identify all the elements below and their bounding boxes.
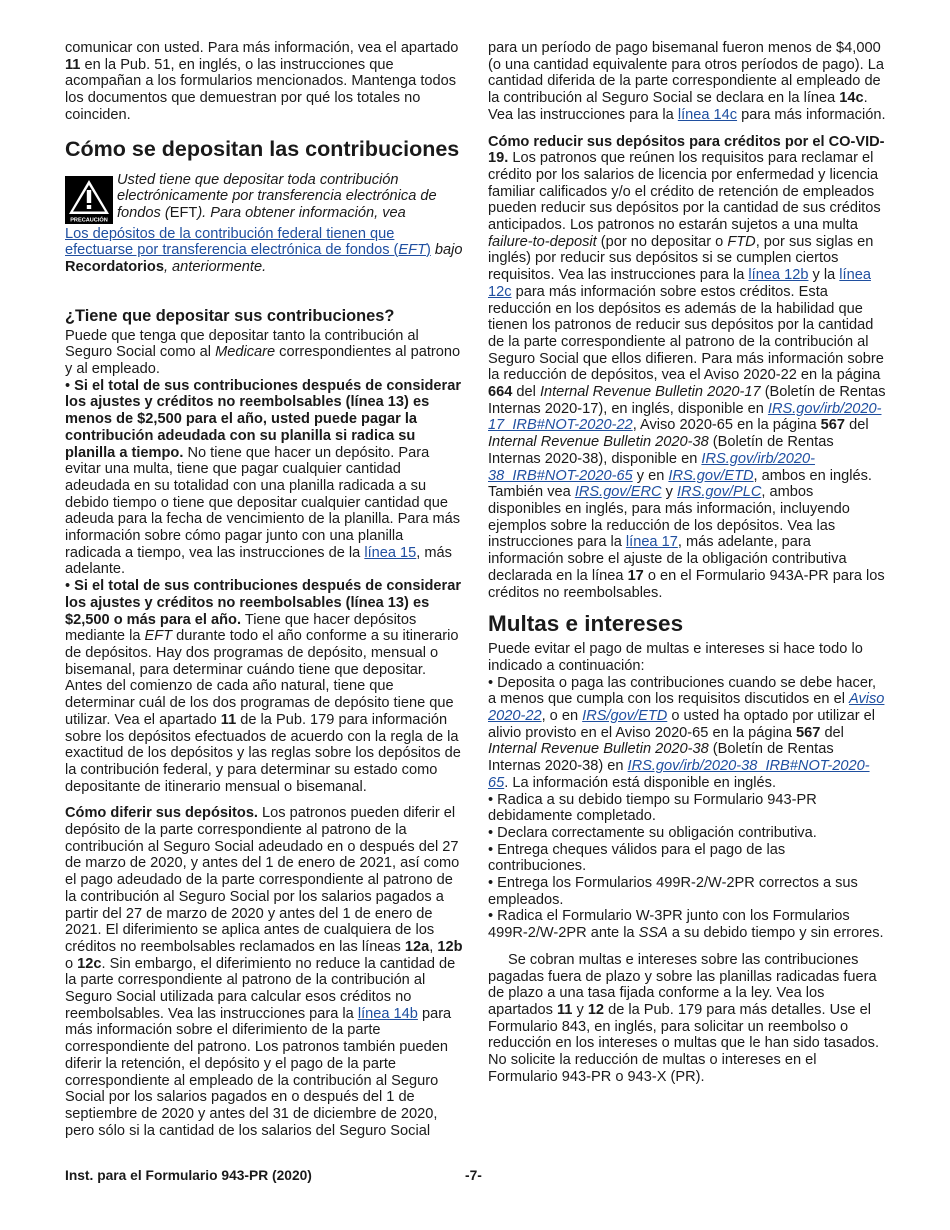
intro-paragraph (65, 40, 463, 124)
continuation-paragraph (488, 40, 886, 124)
reduce-text-2: (por no depositar o (596, 233, 728, 250)
reduce-text-5: (Boletín de Rentas Internas 2020-17), en inglés, disponible en (488, 384, 886, 417)
bullet2-text-1: Tiene que hacer depósitos mediante la (65, 611, 417, 645)
reduce-567: 567 (820, 417, 846, 434)
heading-tiene-que-depositar: ¿Tiene que depositar sus contribuciones? (65, 306, 395, 325)
link-depositos-text: Los depósitos de la contribución federal tienen que efectuarse por transferencia electrónica de fondos ( (65, 225, 399, 259)
caution-box (65, 172, 463, 224)
m6-ssa: SSA (638, 925, 668, 942)
reduce-ftd: FTD (727, 233, 756, 250)
link-irs-plc[interactable]: IRS.gov/PLC (677, 484, 762, 501)
bullet2-eft: EFT (144, 628, 173, 645)
link-linea-15[interactable]: línea 15 (364, 544, 417, 561)
reduce-text-9: , ambos disponibles en inglés, para más información, incluyendo ejemplos sobre la reducción de los depósitos. Vea las instrucciones para la (488, 484, 850, 551)
right-column (488, 40, 886, 1085)
intro-rest: en la Pub. 51, en inglés, o las instrucciones que acompañan a los formularios mencionados. Mantenga todos los documentos que demuestran por qué los totales no coinciden. (65, 56, 457, 123)
spacer (65, 795, 463, 805)
multas-bullet-3: • Declara correctamente su obligación contributiva. (488, 824, 817, 841)
heading-multas: Multas e intereses (488, 611, 684, 637)
cobran-12: 12 (587, 1001, 605, 1018)
cont-text-2: . Vea las instrucciones para la (488, 90, 868, 123)
reduce-text-4: para más información sobre estos créditos. Esta reducción en los depósitos es además de la habilidad que tienen los patronos de reducir sus depósitos por la cantidad de la parte correspondiente al patrono de la contribución al Seguro Social que ellos difieren. Para más información sobre la reducción de depósitos, vea el Aviso 2020-22 en la página (488, 283, 884, 384)
bullet2-bold: Si el total de sus contribuciones después de considerar los ajustes y créditos no reembolsables (línea 13) es $2,500 o más para el año. (65, 578, 462, 628)
bullet1-text: No tiene que hacer un depósito. Para evitar una multa, tiene que pagar cualquier cantidad adeudada en su totalidad con una planilla radicada a su debido tiempo o tiene que depositar cualquier cantidad que adeuda para la fecha de vencimiento de la planilla. Para más información sobre cómo pagar junto con una planilla radicada a tiempo, vea las instrucciones de la (65, 444, 461, 561)
caution-text (117, 172, 463, 222)
reduce-y-2: y (661, 484, 677, 501)
reduce-y: y la (808, 267, 840, 284)
reduce-17: 17 (627, 567, 644, 584)
multas-bullet-2: • Radica a su debido tiempo su Formulario 943-PR debidamente completado. (488, 791, 817, 825)
link-linea-12c[interactable]: línea 12c (488, 267, 871, 300)
reduce-del-2: del (845, 417, 869, 434)
m1-text-5: . La información está disponible en inglés. (504, 774, 777, 791)
defer-text-2: . Sin embargo, el diferimiento no reduce la cantidad de la parte correspondiente al patrono de la contribución al Seguro Social utilizada para calcular esos créditos no reembolsables. Vea las instrucciones para la (65, 955, 456, 1022)
bullet2-text-2: durante todo el año conforme a su itinerario de depósitos. Hay dos programas de depósito, mensual o bisemanal, para determinar cuándo tiene que depositar. Antes del comienzo de cada año natural, tiene que determinar cuál de los dos programas de depósito tiene que utilizar. Vea el apartado (65, 628, 459, 728)
tiene-text-1: Puede que tenga que depositar tanto la contribución al Seguro Social como al (65, 327, 419, 361)
reduce-failure-to-deposit: failure-to-deposit (488, 233, 597, 250)
link-irs-etd[interactable]: IRS.gov/ETD (668, 467, 754, 484)
multas-bullet-4: • Entrega cheques válidos para el pago de las contribuciones. (488, 841, 786, 875)
reduce-664: 664 (488, 384, 513, 401)
caution-text-2: ). Para obtener información, vea (197, 204, 406, 221)
m5-text: Entrega los Formularios 499R-2/W-2PR correctos a sus empleados. (488, 875, 858, 908)
caution-anteriormente: , anteriormente. (163, 258, 267, 275)
reduce-del: del (512, 384, 540, 401)
bullet2-text-3: de la Pub. 179 para información sobre los depósitos efectuados de acuerdo con la regla de la exactitud de los depósitos y las reglas sobre los depósitos de la contribución federal, y para determinar su estado como depositante de itinerario mensual o bisemanal. (65, 711, 461, 795)
reduce-text-8: , ambos en inglés. También vea (488, 467, 872, 501)
reduce-irb38: Internal Revenue Bulletin 2020-38 (488, 434, 709, 451)
cont-text-3: para más información. (737, 106, 886, 123)
cobran-text-1: Se cobran multas e intereses sobre las contribuciones pagadas fuera de plazo y sobre las planillas radicadas fuera de plazo a una tasa fijada conforme a la ley. Vea los apartados (488, 951, 877, 1018)
bullet-mas-2500: • Si el total de sus contribuciones después de considerar los ajustes y créditos no reembolsables (línea 13) es $2,500 o más para el año. Tiene que hacer depósitos mediante la EFT durante todo el año conforme a su itinerario de depósitos. Hay dos programas de depósito, mensual o bisemanal, para determinar cuándo tiene que depositar. Antes del comienzo de cada año natural, tiene que determinar cuál de los dos programas de depósito tiene que utilizar. Vea el apartado 11 de la Pub. 179 para información sobre los depósitos efectuados de acuerdo con la regla de la exactitud de los depósitos y las reglas sobre los depósitos de la contribución federal, y para determinar su estado como depositante de itinerario mensual o bisemanal. (65, 578, 462, 795)
caution-eft: EFT (169, 204, 198, 221)
heading-deposit: Cómo se depositan las contribuciones (65, 136, 460, 161)
bullet2-11: 11 (220, 711, 237, 728)
reduce-y-en: y en (632, 467, 669, 484)
m3-text: Declara correctamente su obligación contributiva. (497, 824, 817, 841)
multas-bullet-5: • Entrega los Formularios 499R-2/W-2PR correctos a sus empleados. (488, 875, 858, 908)
link-depositos-eft[interactable] (65, 226, 431, 259)
m1-irb38: Internal Revenue Bulletin 2020-38 (488, 741, 709, 758)
link-irb-2020-38[interactable]: IRS.gov/irb/2020-38_IRB#NOT-2020-65 (488, 450, 815, 484)
caution-bajo: bajo (430, 242, 463, 259)
left-column (65, 40, 463, 1139)
spacer (488, 124, 886, 134)
reduce-irb17: Internal Revenue Bulletin 2020-17 (539, 384, 761, 401)
link-aviso-2020-22[interactable]: Aviso 2020-22 (488, 691, 885, 725)
bullet1-bold: Si el total de sus contribuciones después de considerar los ajustes y créditos no reembolsables (línea 13) es menos de $2,500 para el año, usted puede pagar la contribución adeudada con su planilla si radica su planilla a tiempo. (65, 377, 462, 461)
reduce-text-11: o en el Formulario 943A-PR para los créditos no reembolsables. (488, 567, 885, 601)
cobran-y: y (572, 1001, 588, 1018)
link-irb-2020-17[interactable]: IRS.gov/irb/2020-17_IRB#NOT-2020-22 (488, 400, 882, 434)
bullet1-end: , más adelante. (65, 544, 452, 578)
m1-del: del (820, 724, 844, 741)
link-linea-14c[interactable]: línea 14c (677, 106, 738, 123)
m1-text-1: Deposita o paga las contribuciones cuando se debe hacer, a menos que cumpla con los requisitos discutidos en el (488, 674, 877, 708)
defer-text-1: Los patronos pueden diferir el depósito de la parte correspondiente al patrono de la contribución al Seguro Social adeudado en o después del 27 de marzo de 2020, y antes del 1 de enero de 2021, así como el pago adeudado de la parte correspondiente al patrono de la contribución al Seguro Social por los salarios pagados a partir del 27 de marzo de 2020 y antes del 1 de enero de 2021. El diferimiento se aplica antes de cualquiera de los créditos no reembolsables reclamados en las líneas (65, 805, 460, 955)
link-eft: EFT (398, 242, 426, 259)
m1-text-4: (Boletín de Rentas Internas 2020-38) en (488, 741, 834, 775)
m4-text: Entrega cheques válidos para el pago de las contribuciones. (488, 841, 786, 875)
link-close: ) (426, 242, 431, 259)
tiene-medicare: Medicare (215, 344, 276, 361)
multas-bullet-1: • Deposita o paga las contribuciones cuando se debe hacer, a menos que cumpla con los requisitos discutidos en el Aviso 2020-22, o en IRS/gov/ETD o usted ha optado por utilizar el alivio provisto en el Aviso 2020-65 en la página 567 del Internal Revenue Bulletin 2020-38 (Boletín de Rentas Internas 2020-38) en IRS.gov/irb/2020-38_IRB#NOT-2020-65. La información está disponible en inglés. (488, 674, 885, 791)
m6-text-2: a su debido tiempo y sin errores. (667, 925, 884, 942)
bullet-menos-2500: • Si el total de sus contribuciones después de considerar los ajustes y créditos no reembolsables (línea 13) es menos de $2,500 para el año, usted puede pagar la contribución adeudada con su planilla si radica su planilla a tiempo. No tiene que hacer un depósito. Para evitar una multa, tiene que pagar cualquier cantidad adeudada en su totalidad con una planilla radicada a su debido tiempo o tiene que depositar cualquier cantidad que adeuda para la fecha de vencimiento de la planilla. Para más información sobre cómo pagar junto con una planilla radicada a tiempo, vea las instrucciones de la línea 15, más adelante. (65, 377, 462, 578)
cobran-11: 11 (556, 1001, 573, 1018)
intro-bold: 11 (65, 56, 81, 73)
defer-comma: , (429, 938, 438, 955)
reduce-text-7: (Boletín de Rentas Internas 2020-38), disponible en (488, 434, 834, 467)
intro-text: comunicar con usted. Para más información, vea el apartado (65, 40, 459, 56)
m1-text-3: o usted ha optado por utilizar el alivio provisto en el Aviso 2020-65 en la página (488, 708, 875, 741)
caution-continuation (65, 226, 463, 276)
footer-page-number: -7- (465, 1168, 482, 1183)
reduce-paragraph (488, 134, 886, 602)
defer-12b: 12b (437, 938, 463, 955)
defer-text-3: para más información sobre el diferimiento de la parte correspondiente del patrono. Los patronos también pueden diferir la retención, el depósito y el pago de la parte correspondiente al empleado de la contribución al Seguro Social por los salarios pagados en o después del 1 de septiembre de 2020 y antes del 31 de diciembre de 2020, pero sólo si la cantidad de los salarios del Seguro Social (65, 1005, 452, 1139)
cobran-text-2: de la Pub. 179 para más detalles. Use el Formulario 843, en inglés, para solicitar un reembolso o reducción en los intereses o multas que le han sido tasados. No solicite la reducción de multas o intereses en el Formulario 943-PR o 943-X (PR). (488, 1001, 880, 1085)
link-irb-2020-38-b[interactable]: IRS.gov/irb/2020-38_IRB#NOT-2020-65 (488, 758, 870, 791)
spacer (488, 942, 886, 952)
link-linea-17[interactable]: línea 17 (625, 534, 678, 551)
multas-bullet-6: • Radica el Formulario W-3PR junto con los Formularios 499R-2/W-2PR ante la SSA a su debido tiempo y sin errores. (488, 908, 884, 942)
caution-text-1: Usted tiene que depositar toda contribución electrónicamente por transferencia electrónica de fondos ( (117, 171, 437, 221)
caution-recordatorios: Recordatorios (65, 258, 164, 275)
defer-12c: 12c (77, 955, 102, 972)
m1-567: 567 (796, 724, 821, 741)
reduce-text-10: , más adelante, para información sobre el ajuste de la obligación contributiva declarada en la línea (488, 534, 847, 584)
cont-14c: 14c (839, 90, 864, 107)
reduce-title: Cómo reducir sus depósitos para créditos por el CO-VID-19. (488, 133, 885, 167)
caution-icon (65, 176, 113, 224)
tiene-paragraph (65, 328, 463, 378)
defer-title: Cómo diferir sus depósitos. (65, 805, 258, 822)
defer-paragraph (65, 805, 463, 1139)
cont-text-1: para un período de pago bisemanal fueron menos de $4,000 (o una cantidad equivalente para otros períodos de pago). La cantidad diferida de la parte correspondiente al empleado de la contribución al Seguro Social se declara en la línea (488, 40, 884, 107)
caution-label: PRECAUCIÓN (70, 217, 108, 224)
m6-text-1: Radica el Formulario W-3PR junto con los Formularios 499R-2/W-2PR ante la (488, 908, 850, 942)
defer-o: o (65, 955, 78, 972)
link-linea-12b[interactable]: línea 12b (748, 267, 809, 284)
cobran-paragraph (488, 952, 886, 1086)
m1-text-2: , o en (541, 708, 583, 725)
link-irs-erc[interactable]: IRS.gov/ERC (574, 484, 662, 501)
reduce-text-1: Los patronos que reúnen los requisitos para reclamar el crédito por los salarios de licencia por enfermedad y licencia familiar calificados y/o el crédito de retención de empleados pueden reducir sus depósitos por la cantidad de sus créditos anticipados. Los patronos no estarán sujetos a una multa (488, 150, 881, 234)
link-irs-gov-etd[interactable]: IRS/gov/ETD (582, 708, 668, 725)
reduce-text-6: , Aviso 2020-65 en la página (632, 417, 821, 434)
m2-text: Radica a su debido tiempo su Formulario 943-PR debidamente completado. (488, 791, 817, 825)
footer-form-title: Inst. para el Formulario 943-PR (2020) (65, 1168, 312, 1183)
reduce-text-3: , por sus siglas en inglés) por reducir sus depósitos si se cumplen ciertos requisitos. Vea las instrucciones para la (488, 233, 874, 284)
tiene-text-2: correspondientes al patrono y al empleado. (65, 344, 461, 378)
link-linea-14b[interactable]: línea 14b (357, 1005, 418, 1022)
defer-12a: 12a (404, 938, 430, 955)
multas-intro: Puede evitar el pago de multas e intereses si hace todo lo indicado a continuación: (488, 641, 863, 674)
